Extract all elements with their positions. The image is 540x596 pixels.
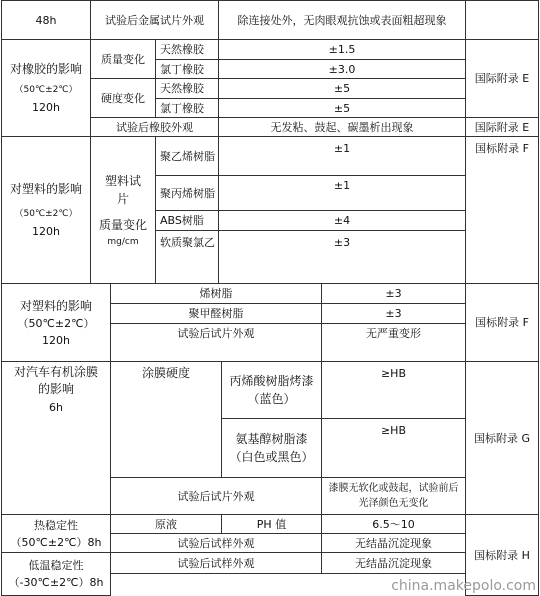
rubber-duration: 120h	[32, 101, 60, 114]
plastic2-title: 对塑料的影响	[19, 298, 92, 313]
plastic1-title-cell	[1, 136, 91, 284]
metal-appearance-label: 试验后金属试片外观	[90, 0, 219, 40]
rubber-temp: （50℃±2℃）	[14, 85, 78, 95]
plastic1-mass-change: 质量变化	[98, 218, 147, 232]
rubber-hard-natural: ±5	[218, 78, 466, 99]
plastic2-temp: （50℃±2℃）	[17, 316, 95, 330]
lowtemp-temp: （-30℃±2℃）8h	[8, 576, 104, 589]
coating-title: 对汽车有机涂膜的影响	[13, 365, 98, 396]
thermal-ph-label: PH 值	[221, 514, 322, 534]
rubber-title-cell	[1, 39, 91, 137]
coating-appearance-req: 漆膜无软化或鼓起，试验前后光泽颜色无变化	[321, 477, 466, 515]
rubber-hard-chloro: ±5	[218, 98, 466, 118]
rubber-natural-2: 天然橡胶	[155, 78, 219, 99]
thermal-appearance-req: 无结晶沉淀现象	[321, 533, 466, 553]
thermal-ph-value: 6.5～10	[321, 514, 466, 534]
plastic1-method: 国标附录 F	[465, 136, 539, 284]
rubber-appearance-label: 试验后橡胶外观	[90, 117, 219, 137]
plastic2-appearance-label: 试验后试片外观	[110, 323, 322, 362]
plastic2-title-cell	[1, 283, 111, 362]
rubber-chloro-2: 氯丁橡胶	[155, 98, 219, 118]
plastic1-abs: ABS树脂	[155, 210, 219, 231]
rubber-mass-chloro: ±3.0	[218, 59, 466, 79]
lowtemp-title: 低温稳定性	[28, 559, 84, 572]
rubber-appearance-req: 无发粘、鼓起、碳墨析出现象	[218, 117, 466, 137]
plastic2-duration: 120h	[42, 333, 70, 347]
watermark: china.makepolo.com	[391, 578, 536, 594]
thermal-title-cell	[1, 514, 111, 553]
plastic2-resin2: 聚甲醛树脂	[110, 303, 322, 324]
plastic1-temp: （50℃±2℃）	[14, 209, 78, 219]
coating-appearance-label: 试验后试片外观	[110, 477, 322, 515]
thermal-temp: （50℃±2℃）8h	[10, 535, 102, 549]
thermal-title: 热稳定性	[34, 518, 78, 532]
plastic1-unit: mg/cm	[107, 237, 139, 247]
coating-duration: 6h	[49, 401, 63, 414]
lowtemp-appearance-label: 试验后试样外观	[110, 552, 322, 574]
coating-title-wrap	[10, 364, 102, 415]
rubber-chloro-1: 氯丁橡胶	[155, 59, 219, 79]
rubber-method-2: 国际附录 E	[465, 117, 539, 137]
rubber-mass-change: 质量变化	[90, 39, 156, 79]
lowtemp-title-cell	[1, 552, 111, 596]
lowtemp-method: 国标附录 H	[465, 514, 539, 596]
plastic1-v-pe: ±1	[218, 136, 466, 176]
plastic1-specimen-cell	[90, 136, 156, 284]
thermal-liquid: 原液	[110, 514, 222, 534]
plastic1-v-pvc: ±3	[218, 230, 466, 284]
coating-title-cell	[1, 361, 111, 515]
plastic1-title: 对塑料的影响	[9, 182, 82, 196]
plastic2-v1: ±3	[321, 283, 466, 304]
rubber-hardness-change: 硬度变化	[90, 78, 156, 118]
plastic2-appearance-req: 无严重变形	[321, 323, 466, 362]
duration-48h: 48h	[1, 0, 91, 40]
plastic1-pe: 聚乙烯树脂	[155, 136, 219, 176]
rubber-title: 对橡胶的影响	[9, 62, 82, 76]
lowtemp-appearance-req: 无结晶沉淀现象	[321, 552, 466, 574]
coating-acrylic: 丙烯酸树脂烤漆（蓝色）	[221, 361, 322, 419]
rubber-method: 国际附录 E	[465, 39, 539, 118]
coating-hardness: 涂膜硬度	[110, 361, 222, 478]
coating-amino: 氨基醇树脂漆（白色或黑色）	[221, 418, 322, 478]
plastic1-v-pp: ±1	[218, 175, 466, 211]
plastic2-v2: ±3	[321, 303, 466, 324]
plastic1-duration: 120h	[32, 225, 60, 238]
thermal-appearance-label: 试验后试样外观	[110, 533, 322, 553]
plastic2-method: 国标附录 F	[465, 283, 539, 362]
coating-v-amino: ≥HB	[321, 418, 466, 478]
plastic2-resin1: 烯树脂	[110, 283, 322, 304]
plastic1-specimen: 塑料试片	[104, 174, 141, 206]
block0-method	[465, 0, 539, 40]
plastic1-pvc: 软质聚氯乙	[155, 230, 219, 284]
metal-appearance-req: 除连接处外，无肉眼观抗蚀或表面粗超现象	[218, 0, 466, 40]
rubber-natural-1: 天然橡胶	[155, 39, 219, 60]
plastic1-pp: 聚丙烯树脂	[155, 175, 219, 211]
coating-v-acrylic: ≥HB	[321, 361, 466, 419]
coating-method: 国标附录 G	[465, 361, 539, 515]
rubber-mass-natural: ±1.5	[218, 39, 466, 60]
plastic1-v-abs: ±4	[218, 210, 466, 231]
